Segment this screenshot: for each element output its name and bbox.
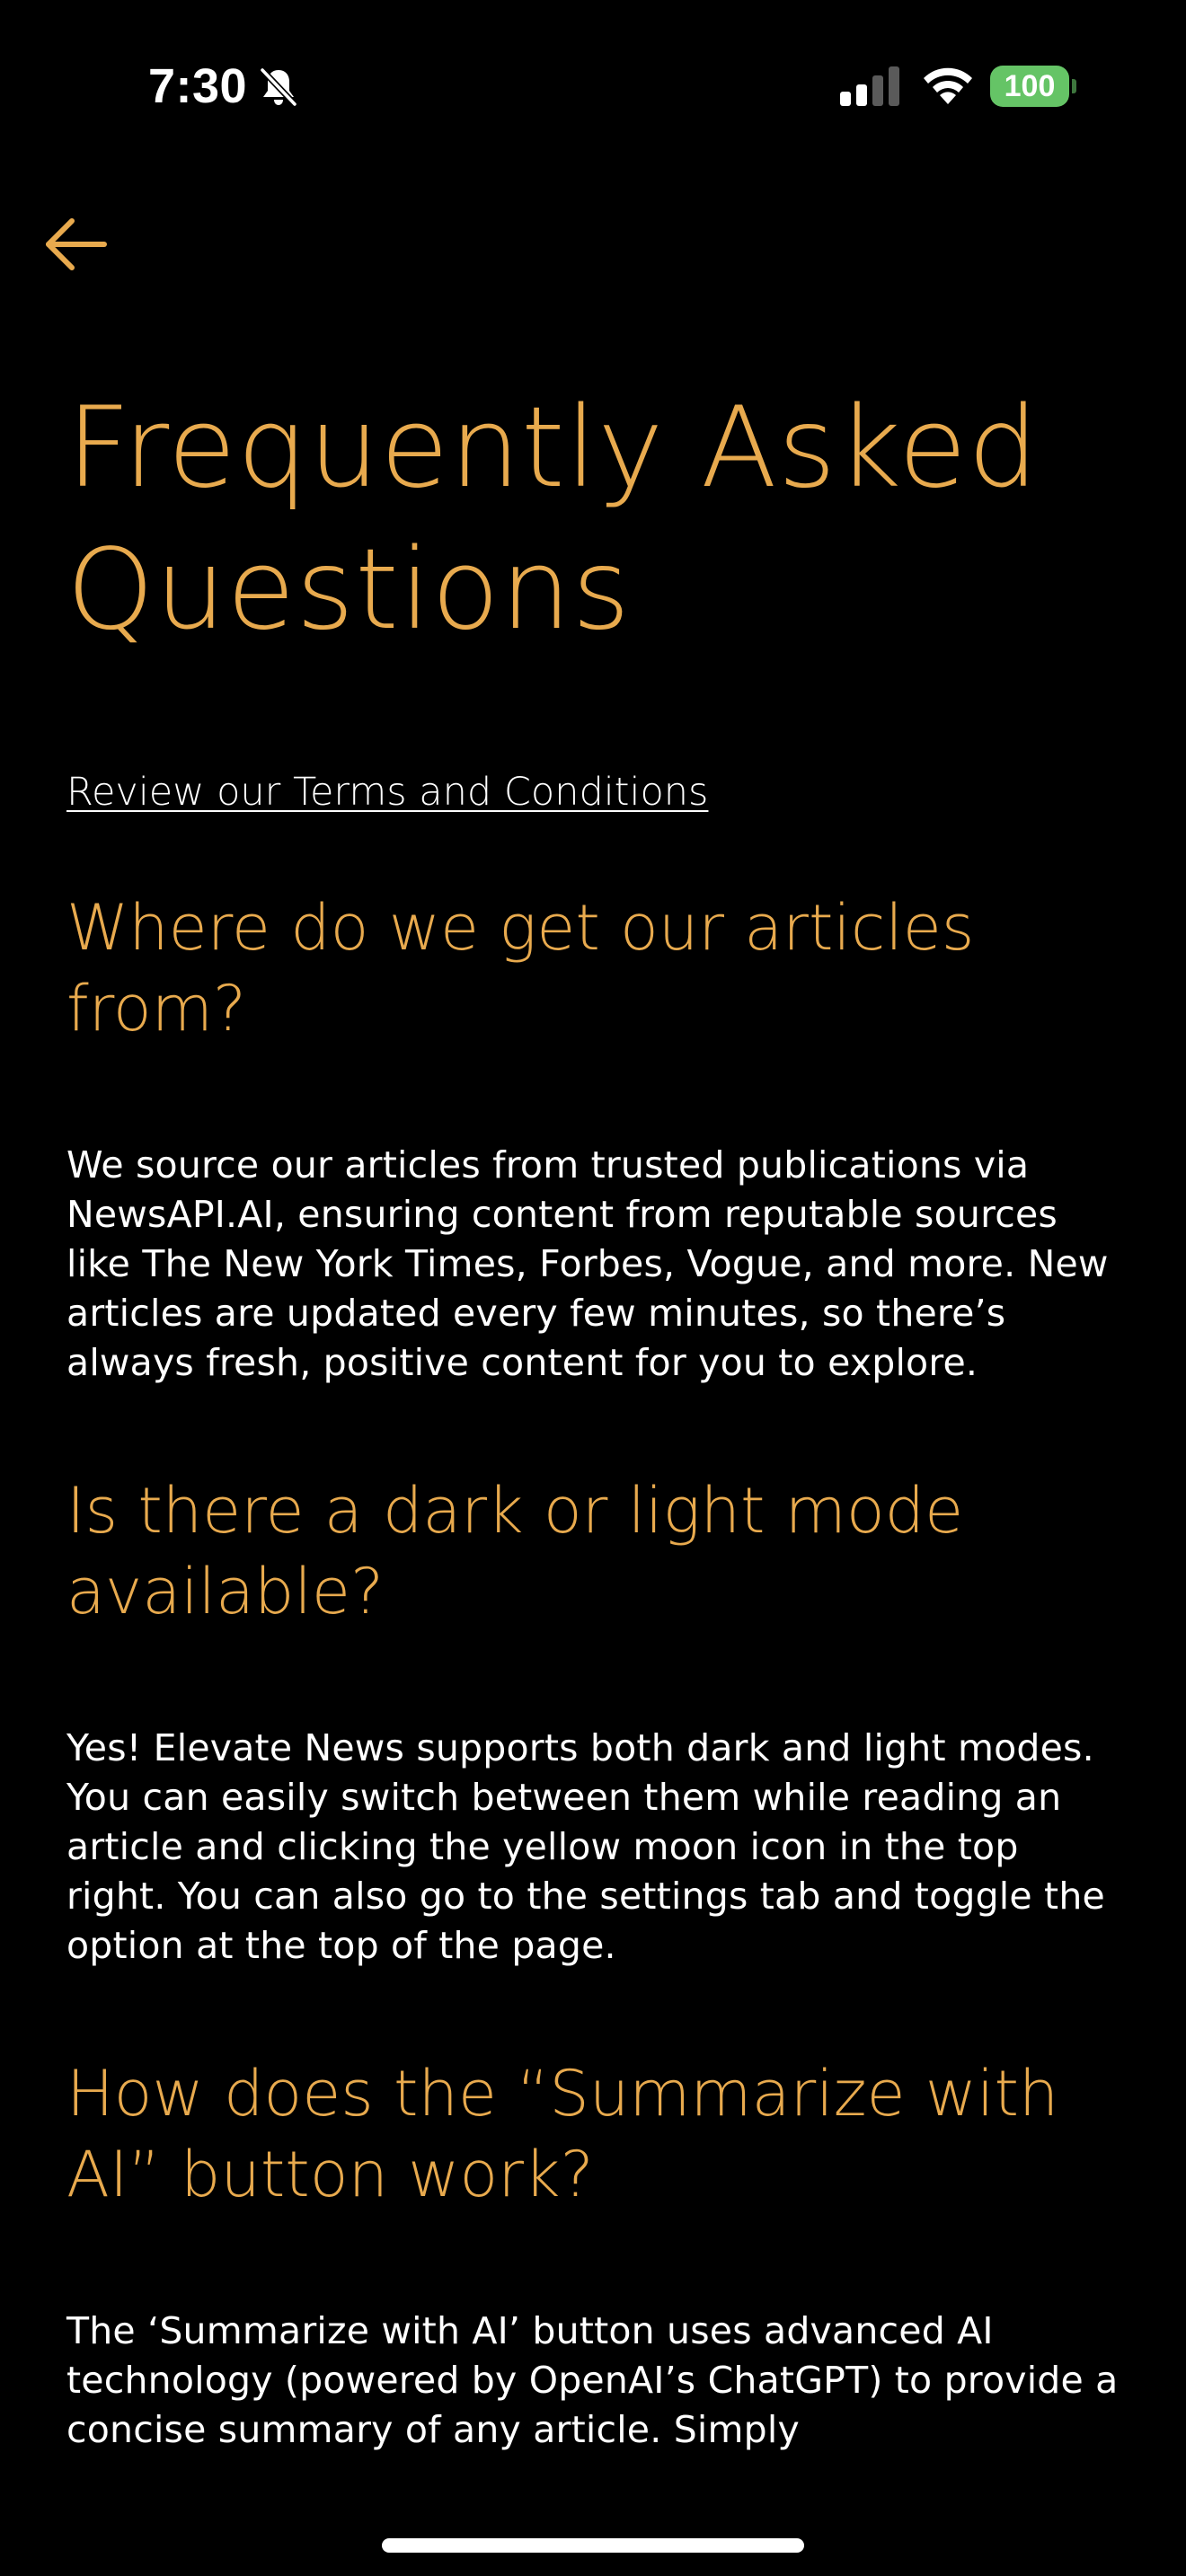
- faq-item: [66, 1470, 1127, 1971]
- faq-answer: Yes! Elevate News supports both dark and light modes. You can easily switch between them while reading an article and clicking the yellow moon icon in the top right. You can also go to the settings tab and toggle the option at the top of the page.: [66, 1726, 1105, 1967]
- faq-item: [66, 2053, 1127, 2455]
- battery-icon: [990, 66, 1076, 107]
- faq-content: [66, 377, 1127, 2455]
- home-indicator[interactable]: [382, 2538, 804, 2553]
- faq-answer: We source our articles from trusted publications via NewsAPI.AI, ensuring content from reputable sources like The New York Times, Forbes, Vogue, and more. New articles are updated every few minutes, so there’s always fresh, positive content for you to explore.: [66, 1143, 1109, 1384]
- cellular-signal-icon: [840, 66, 901, 106]
- status-time: 7:30: [148, 59, 248, 113]
- page-title: Frequently Asked Questions: [66, 384, 1040, 655]
- status-bar: [0, 0, 1186, 171]
- faq-item: [66, 887, 1127, 1388]
- faq-question: How does the “Summarize with AI” button work?: [66, 2057, 1059, 2211]
- faq-question: Is there a dark or light mode available?: [66, 1474, 964, 1628]
- battery-level: 100: [990, 66, 1069, 107]
- wifi-icon: [921, 63, 975, 108]
- faq-question: Where do we get our articles from?: [66, 891, 975, 1045]
- back-button[interactable]: [36, 208, 117, 280]
- terms-link[interactable]: Review our Terms and Conditions: [66, 770, 709, 815]
- bell-slash-icon: [256, 65, 301, 110]
- faq-answer: The ‘Summarize with AI’ button uses advanced AI technology (powered by OpenAI’s ChatGPT) to provide a concise summary of any article. Simply: [66, 2309, 1119, 2451]
- battery-cap: [1072, 79, 1076, 93]
- arrow-left-icon: [36, 208, 117, 280]
